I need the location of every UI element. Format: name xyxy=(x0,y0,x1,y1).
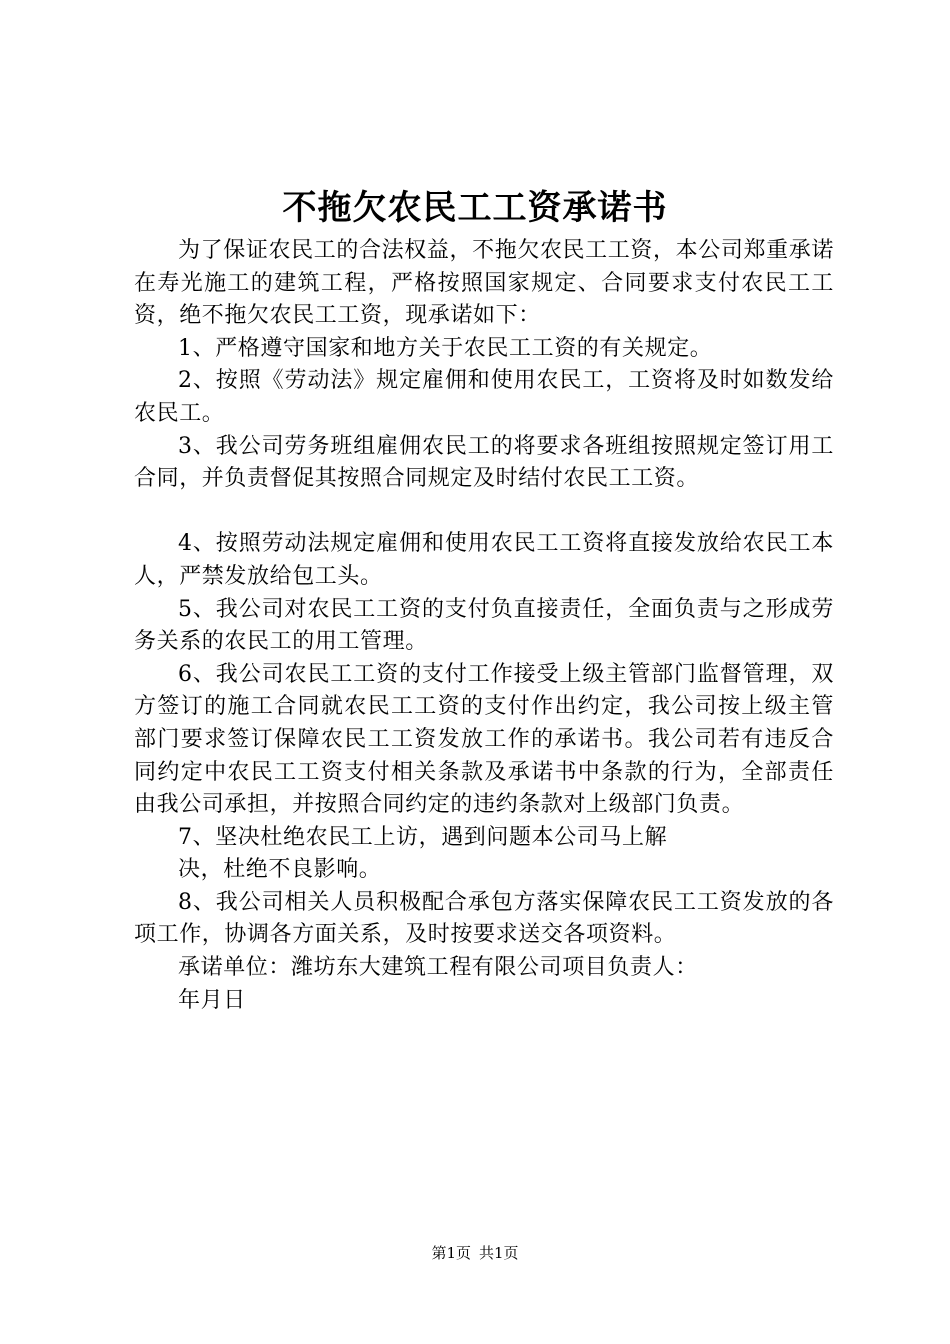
item-2: 2、按照《劳动法》规定雇佣和使用农民工，工资将及时如数发给农民工。 xyxy=(134,368,834,426)
document-title: 不拖欠农民工工资承诺书 xyxy=(282,188,668,228)
intro-paragraph: 为了保证农民工的合法权益，不拖欠农民工工资，本公司郑重承诺在寿光施工的建筑工程，严格按照国家规定、合同要求支付农民工工资，绝不拖欠农民工工资，现承诺如下： xyxy=(134,238,834,329)
page-total: 共1页 xyxy=(479,1244,519,1262)
item-3: 3、我公司劳务班组雇佣农民工的将要求各班组按照规定签订用工合同，并负责督促其按照合同规定及时结付农民工工资。 xyxy=(134,433,834,492)
signature-line: 承诺单位：潍坊东大建筑工程有限公司项目负责人： xyxy=(178,955,698,981)
blank-line xyxy=(134,496,834,529)
item-8: 8、我公司相关人员积极配合承包方落实保障农民工工资发放的各项工作，协调各方面关系，及时按要求送交各项资料。 xyxy=(134,889,834,948)
document-body xyxy=(134,235,834,1017)
item-6: 6、我公司农民工工资的支付工作接受上级主管部门监督管理，双方签订的施工合同就农民工工资的支付作出约定，我公司按上级主管部门要求签订保障农民工工资发放工作的承诺书。我公司若有违反合同约定中农民工工资支付相关条款及承诺书中条款的行为，全部责任由我公司承担，并按照合同约定的违约条款对上级部门负责。 xyxy=(134,661,834,818)
item-7: 7、坚决杜绝农民工上访，遇到问题本公司马上解 xyxy=(178,824,668,850)
item-7-continuation: 决，杜绝不良影响。 xyxy=(178,857,382,883)
page-number: 第1页 xyxy=(431,1244,471,1262)
page-footer xyxy=(0,1243,950,1263)
item-5: 5、我公司对农民工工资的支付负直接责任，全面负责与之形成劳务关系的农民工的用工管理。 xyxy=(134,596,834,655)
date-line: 年月日 xyxy=(178,987,246,1013)
item-4: 4、按照劳动法规定雇佣和使用农民工工资将直接发放给农民工本人，严禁发放给包工头。 xyxy=(134,531,834,589)
item-1: 1、严格遵守国家和地方关于农民工工资的有关规定。 xyxy=(178,335,713,361)
